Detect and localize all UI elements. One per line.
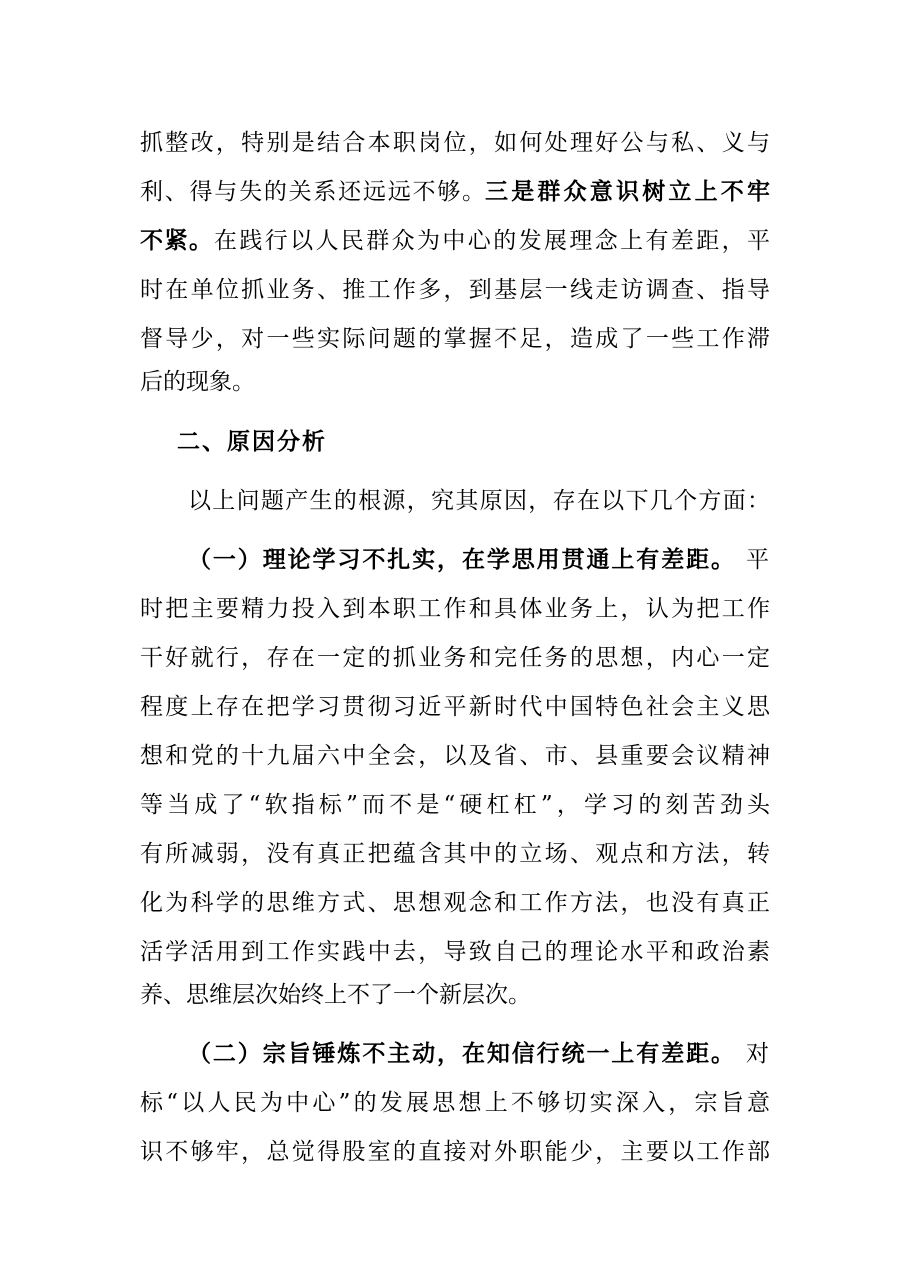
text-line: 活学活用到工作实践中去，导致自己的理论水平和政治素 [140,939,770,965]
heading-text: 二、原因分析 [177,428,327,455]
text-line: 时在单位抓业务、推工作多，到基层一线走访调查、指导 [140,277,770,303]
subsection-title: （二）宗旨锤炼不主动，在知信行统一上有差距。 [188,1040,734,1067]
text-line: 督导少，对一些实际问题的掌握不足，造成了一些工作滞 [140,326,770,352]
paragraph-line [0,1132,909,1172]
text-line: 干好就行，存在一定的抓业务和完任务的思想，内心一定 [140,645,770,671]
paragraph-line [0,687,909,727]
section-heading [0,422,909,462]
text-line: 有所减弱，没有真正把蕴含其中的立场、观点和方法，转 [140,841,770,867]
text-line: 想和党的十九届六中全会，以及省、市、县重要会议精神 [140,743,770,769]
paragraph-line [0,540,909,580]
text-line: 平 [746,547,769,573]
subsection-title: （一）理论学习不扎实，在学思用贯通上有差距。 [188,546,734,573]
text-line: 利、得与失的关系还远远不够。 [140,179,485,205]
text-line: 化为科学的思维方式、思想观念和工作方法，也没有真正 [140,890,770,916]
text-line: 对 [746,1041,769,1067]
paragraph-line [0,481,909,521]
text-line: 以上问题产生的根源，究其原因，存在以下几个方面： [188,488,770,514]
paragraph-line [0,834,909,874]
text-line: 抓整改，特别是结合本职岗位，如何处理好公与私、义与 [140,130,770,156]
paragraph-line [0,638,909,678]
paragraph-line [0,362,909,402]
text-line: 程度上存在把学习贯彻习近平新时代中国特色社会主义思 [140,694,770,720]
text-line: 在践行以人民群众为中心的发展理念上有差距，平 [214,228,770,254]
text-line: 后的现象。 [140,369,255,395]
paragraph-line [0,589,909,629]
paragraph-line [0,172,909,212]
text-line: 时把主要精力投入到本职工作和具体业务上，认为把工作 [140,596,770,622]
text-line: 识不够牢，总觉得股室的直接对外职能少，主要以工作部 [140,1139,770,1165]
paragraph-line [0,221,909,261]
paragraph-line [0,932,909,972]
paragraph-line [0,270,909,310]
paragraph-line [0,736,909,776]
text-line: 等当成了“软指标”而不是“硬杠杠”，学习的刻苦劲头 [140,792,770,818]
paragraph-line [0,1034,909,1074]
paragraph-line [0,123,909,163]
paragraph-line [0,1083,909,1123]
paragraph-line [0,883,909,923]
text-line: 养、思维层次始终上不了一个新层次。 [140,982,531,1008]
bold-phrase: 不紧。 [140,227,212,254]
text-line: 标“以人民为中心”的发展思想上不够切实深入，宗旨意 [140,1090,770,1116]
bold-phrase: 三是群众意识树立上不牢 [485,178,770,205]
paragraph-line [0,975,909,1015]
paragraph-line [0,319,909,359]
paragraph-line [0,785,909,825]
